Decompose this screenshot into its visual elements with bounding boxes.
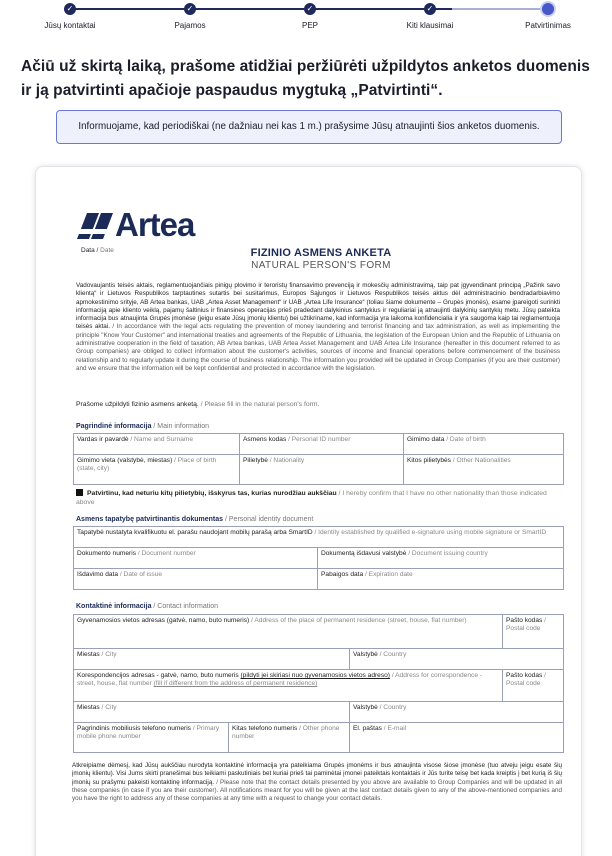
other-phone-field: Kitas telefono numeris / Other phone number [229, 723, 350, 753]
section-identity-document [76, 516, 313, 523]
step-2-label: Pajamos [174, 21, 206, 30]
step-2-check-icon[interactable]: ✓ [184, 3, 196, 15]
step-5-label: Patvirtinimas [525, 21, 571, 30]
step-3-check-icon[interactable]: ✓ [304, 3, 316, 15]
step-1-check-icon[interactable]: ✓ [64, 3, 76, 15]
section-contact-lt: Kontaktinė informacija [76, 603, 152, 610]
nationality-field: Pilietybė / Nationality [240, 455, 404, 485]
correspondence-country-field: Valstybė / Country [350, 702, 564, 723]
checked-checkbox-icon [76, 489, 83, 496]
no-other-nationality-confirmation: Patvirtinu, kad neturiu kitų pilietybių, išskyrus tas, kurias nurodžiau aukščiau / I hereby confirm that I have no other nationality than those indicated above [76, 490, 547, 506]
residence-address-field: Gyvenamosios vietos adresas (gatvė, namo, buto numeris) / Address of the place of permanent residence (street, house, flat number) [74, 615, 503, 649]
date-label-en: Date [100, 247, 114, 254]
issue-date-field: Išdavimo data / Date of issue [74, 569, 318, 590]
other-nationalities-field: Kitos pilietybės / Other Nationalities [404, 455, 564, 485]
birth-place-field: Gimimo vieta (valstybė, miestas) / Place of birth (state, city) [74, 455, 240, 485]
stepper-line-pending [452, 8, 547, 10]
expiration-date-field: Pabaigos data / Expiration date [318, 569, 564, 590]
progress-stepper [0, 0, 612, 36]
step-5-current-dot[interactable] [542, 3, 554, 15]
section-main-info [76, 423, 209, 430]
legal-notice [76, 282, 560, 373]
contact-table [73, 614, 564, 753]
legal-notice-en: / In accordance with the legal acts regulating the prevention of money laundering and terrorist financing and tax administration, as well as implementing the principle "Know Your Customer" and international treaties and agreements of the Republic of Lithuania, the legislation of the European Union and the Republic of Lithuania on administrative cooperation in the field of taxation, AB Artea bankas, UAB Artea Asset Management and UAB Artea Life Insurance (hereafter in this document referred to as Group companies) are obliged to collect information about the customer's activities, sources of income and financial operations before commencement of the business relationship and to regularly update it during the course of business relationship. The information you provided will be updated in Group Companies (if you are their customer) and we ensure that the information will be kept confidential and protected in accordance with the legislation. [76, 323, 561, 372]
step-3-label: PEP [301, 21, 319, 30]
identity-table [73, 526, 564, 590]
country-field: Valstybė / Country [350, 649, 564, 670]
form-title [156, 247, 486, 271]
stepper-line-done [70, 8, 452, 10]
section-main-info-lt: Pagrindinė informacija [76, 423, 152, 430]
correspondence-city-field: Miestas / City [74, 702, 350, 723]
name-field: Vardas ir pavardė / Name and Surname [74, 434, 240, 455]
correspondence-address-field: Korespondencijos adresas - gatvė, namo, buto numeris (pildyti jei skiriasi nuo gyvenamosios vietos adreso) / Address for correspondence - street, house, flat number (fill if different from the address of permanent residence) [74, 670, 503, 702]
info-notice-text: Informuojame, kad periodiškai (ne dažniau nei kas 1 m.) prašysime Jūsų atnaujinti šios anketos duomenis. [78, 121, 540, 132]
section-main-info-en: / Main information [151, 423, 210, 430]
correspondence-postal-code-field: Pašto kodas / Postal code [503, 670, 564, 702]
date-label: Data [81, 247, 95, 254]
section-contact-en: / Contact information [151, 603, 218, 610]
primary-phone-field: Pagrindinis mobiliusis telefono numeris / Primary mobile phone number [74, 723, 229, 753]
fill-instruction [76, 401, 319, 408]
fill-instruction-en: / Please fill in the natural person's form. [198, 401, 320, 408]
form-title-lt: FIZINIO ASMENS ANKETA [250, 247, 392, 259]
document-number-field: Dokumento numeris / Document number [74, 548, 318, 569]
form-title-en: NATURAL PERSON'S FORM [251, 260, 391, 271]
city-field: Miestas / City [74, 649, 350, 670]
postal-code-field: Pašto kodas / Postal code [503, 615, 564, 649]
fill-instruction-lt: Prašome užpildyti fizinio asmens anketą. [76, 401, 199, 408]
form-document-preview[interactable] [35, 166, 582, 856]
email-field: El. paštas / E-mail [350, 723, 564, 753]
step-4-check-icon[interactable]: ✓ [424, 3, 436, 15]
step-4-label: Kiti klausimai [406, 21, 454, 30]
birth-date-field: Gimimo data / Date of birth [404, 434, 564, 455]
main-info-table [73, 433, 564, 485]
step-1-label: Jūsų kontaktai [44, 21, 96, 30]
section-identity-lt: Asmens tapatybę patvirtinantis dokumentas [76, 516, 224, 523]
date-field: Data / Date [81, 247, 114, 254]
intro-text: Ačiū už skirtą laiką, prašome atidžiai peržiūrėti užpildytos anketos duomenis ir ją patvirtinti apačioje paspaudus mygtuką „Patvirtinti“. [21, 58, 590, 99]
contact-notice-en: / Please note that the contact details presented by you above are available to Group Companies and will be updated in all these companies (in case if you are their customer). All notifications meant for you will be given at the last contact details given to any of the above-mentioned companies and you have the right to address any of these companies at any time with a request to change your contact details. [72, 778, 562, 803]
section-identity-en: / Personal identity document [223, 516, 314, 523]
personal-id-field: Asmens kodas / Personal ID number [240, 434, 404, 455]
section-contact-info [76, 603, 218, 610]
info-notice [56, 110, 562, 144]
document-country-field: Dokumentą išdavusi valstybė / Document issuing country [318, 548, 564, 569]
smart-id-field: Tapatybė nustatyta kvalifikuotu el. parašu naudojant mobilų parašą arba SmartID / Identity established by qualified e-signature using mobile signature or SmartID [74, 527, 564, 548]
legal-notice-lt: Vadovaujantis teisės aktais, reglamentuojančiais pinigų plovimo ir teroristų finansavimo prevenciją ir mokesčių administravimą, taip pat įgyvendinant principą „Pažink savo klientą“ ir Lietuvos Respublikos tarptautines sutartis bei susitarimus, Europos Sąjungos ir Lietuvos Respublikos teisės aktus dėl administracinio bendradarbiavimo apmokestinimo srityje, AB Artea bankas, UAB „Artea Asset Management“ ir UAB „Artea Life Insurance“ (toliau šiame dokumente – Grupės įmonės), esame įpareigoti surinkti informaciją apie kliento veiklą, pajamų šaltinius ir finansines operacijas prieš pradedant dalykinius santykius ir reguliariai ją atnaujinti dalykinių santykių metu. Jūsų pateikta informacija bus atnaujinta Grupės įmonėse (jeigu esate Jūsų įmonių klientu) bei užtikriname, kad informacija yra laikoma konfidencialia ir yra saugoma kaip tai reglamentuoja teisės aktai. [76, 282, 560, 331]
contact-notice-lt: Atkreipiame dėmesį, kad Jūsų aukščiau nurodyta kontaktinė informacija yra pateikiama Grupės įmonėms ir bus atnaujinta visose šiose įmonėse (tuo atveju jeigu esate šių įmonių klientu). Visi Jums skirti pranešimai bus teikiami paskutiniais bet kuriai prieš tai paminėtai įmonei pateiktais kontaktais ir Jūs turite teisę bet kada kreiptis į bet kurią iš šių įmonių su prašymu pakeisti kontaktinę informaciją. [72, 762, 562, 786]
artea-logo-mark-icon [77, 213, 113, 239]
contact-notice [72, 762, 562, 803]
artea-logo-text: Artea [115, 206, 195, 243]
